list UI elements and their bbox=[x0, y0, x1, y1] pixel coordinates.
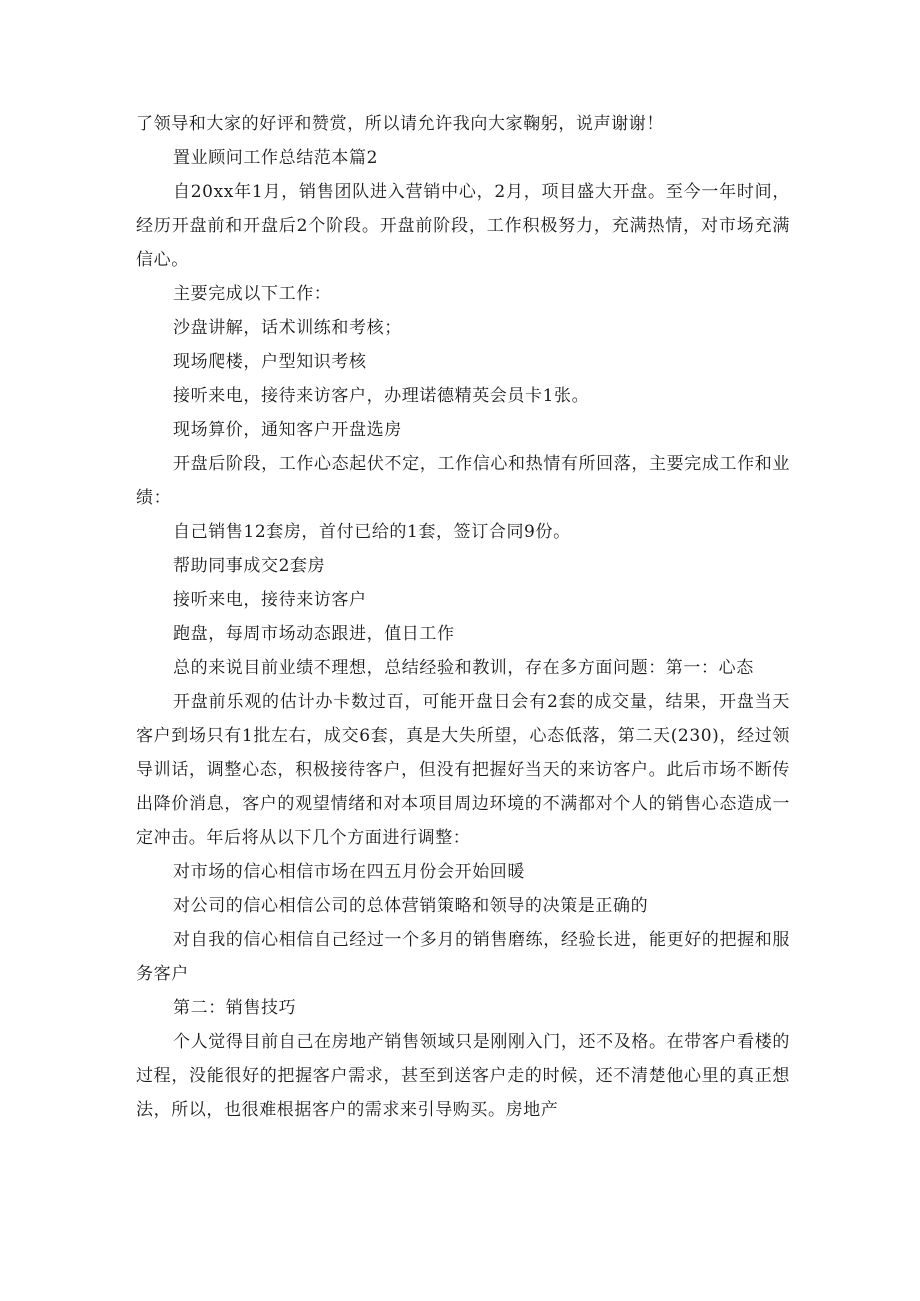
paragraph-mindset: 开盘前乐观的估计办卡数过百，可能开盘日会有2套的成交量，结果，开盘当天客户到场只有1批左右，成交6套，真是大失所望，心态低落，第二天(230)，经过领导训话，调整心态，积极接待客户，但没有把握好当天的来访客户。此后市场不断传出降价消息，客户的观望情绪和对本项目周边环境的不满都对个人的销售心态造成一定冲击。年后将从以下几个方面进行调整： bbox=[136, 692, 790, 848]
subsection-heading: 第二：销售技巧 bbox=[173, 998, 297, 1018]
list-item: 接听来电，接待来访客户 bbox=[173, 590, 367, 610]
list-item: 对公司的信心相信公司的总体营销策略和领导的决策是正确的 bbox=[173, 896, 649, 916]
list-item: 接听来电，接待来访客户，办理诺德精英会员卡1张。 bbox=[173, 386, 590, 406]
paragraph-main-tasks-heading: 主要完成以下工作： bbox=[173, 284, 332, 304]
list-item: 现场算价，通知客户开盘选房 bbox=[173, 420, 402, 440]
paragraph-summary: 总的来说目前业绩不理想，总结经验和教训，存在多方面问题：第一：心态 bbox=[173, 658, 754, 678]
list-item: 跑盘，每周市场动态跟进，值日工作 bbox=[173, 624, 455, 644]
list-item: 对市场的信心相信市场在四五月份会开始回暖 bbox=[173, 862, 525, 882]
list-item: 现场爬楼，户型知识考核 bbox=[173, 352, 367, 372]
list-item: 自己销售12套房，首付已给的1套，签订合同9份。 bbox=[173, 522, 571, 542]
list-item: 帮助同事成交2套房 bbox=[173, 556, 326, 576]
paragraph-after-opening: 开盘后阶段，工作心态起伏不定，工作信心和热情有所回落，主要完成工作和业绩： bbox=[136, 454, 790, 508]
list-item: 沙盘讲解，话术训练和考核； bbox=[173, 318, 402, 338]
section-heading: 置业顾问工作总结范本篇2 bbox=[173, 148, 379, 168]
list-item: 对自我的信心相信自己经过一个多月的销售磨练，经验长进，能更好的把握和服务客户 bbox=[136, 930, 790, 984]
paragraph-sales-skills: 个人觉得目前自己在房地产销售领域只是刚刚入门，还不及格。在带客户看楼的过程，没能很好的把握客户需求，甚至到送客户走的时候，还不清楚他心里的真正想法，所以，也很难根据客户的需求来引导购买。房地产 bbox=[136, 1032, 790, 1120]
paragraph-closing-thanks: 了领导和大家的好评和赞赏，所以请允许我向大家鞠躬，说声谢谢！ bbox=[136, 114, 664, 134]
paragraph-intro: 自20xx年1月，销售团队进入营销中心，2月，项目盛大开盘。至今一年时间，经历开盘前和开盘后2个阶段。开盘前阶段，工作积极努力，充满热情，对市场充满信心。 bbox=[136, 182, 790, 270]
document-body bbox=[136, 107, 790, 1127]
